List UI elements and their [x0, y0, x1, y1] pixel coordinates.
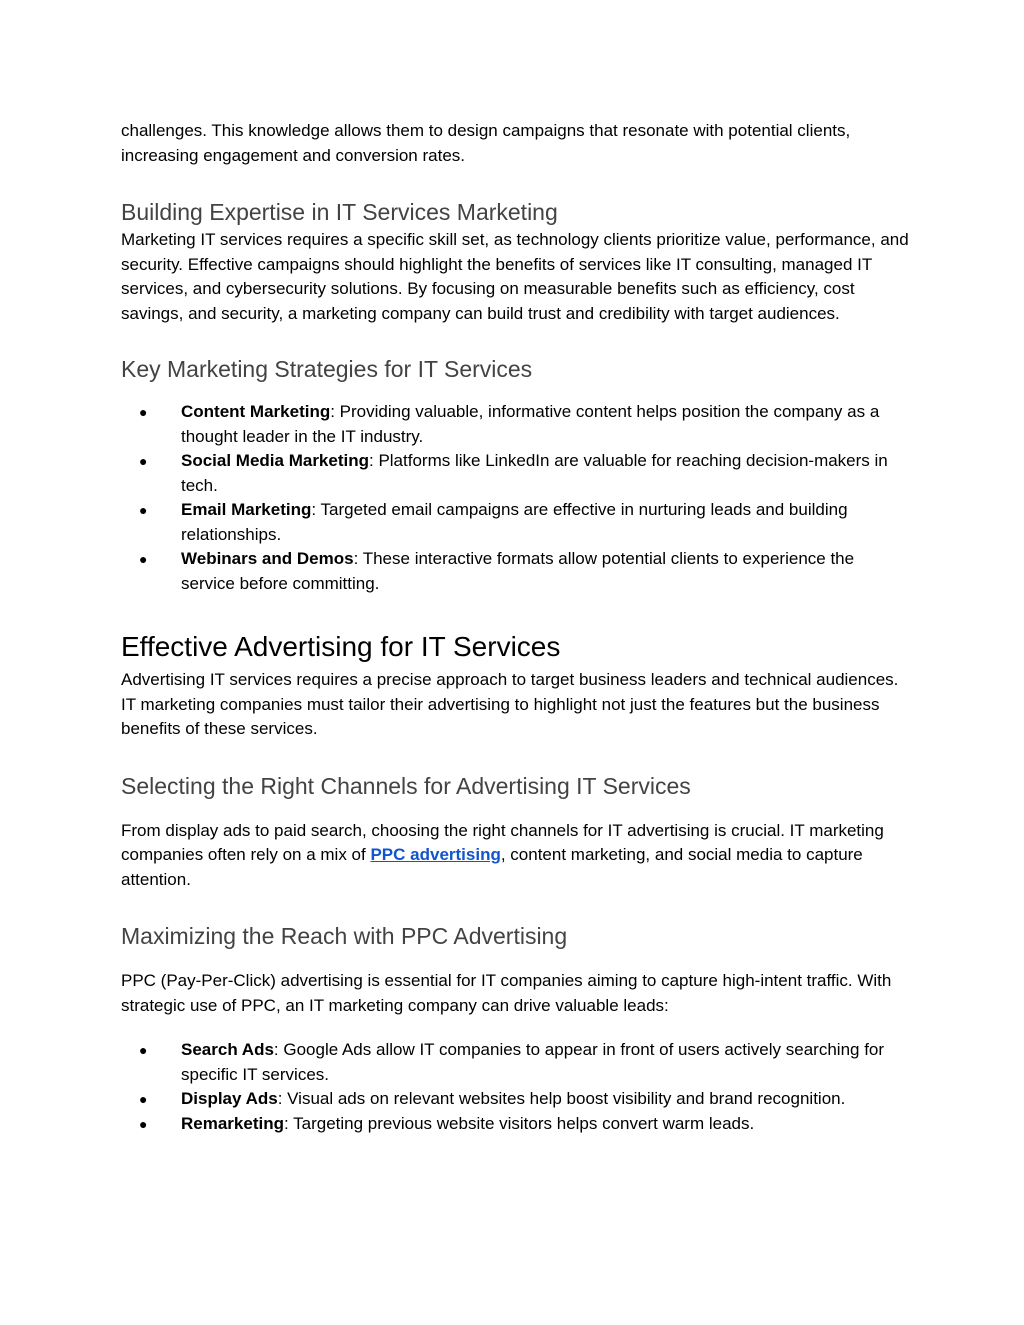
list-item-term: Social Media Marketing	[181, 451, 369, 470]
document-page	[121, 119, 911, 1136]
list-item-text: : Google Ads allow IT companies to appear in front of users actively searching for specific IT services.	[181, 1040, 885, 1084]
bullet-icon: ●	[139, 453, 148, 469]
ppc-list	[121, 1038, 911, 1136]
bullet-icon: ●	[139, 502, 148, 518]
list-item	[121, 1038, 911, 1087]
heading-building-expertise: Building Expertise in IT Services Marketing	[121, 199, 558, 225]
heading-key-strategies: Key Marketing Strategies for IT Services	[121, 356, 533, 382]
bullet-icon: ●	[139, 1042, 148, 1058]
list-item	[121, 1087, 911, 1112]
list-item	[121, 547, 911, 596]
intro-paragraph: challenges. This knowledge allows them to design campaigns that resonate with potential clients, increasing engagement and conversion rates.	[121, 121, 851, 165]
channels-paragraph	[121, 819, 911, 893]
list-item-text: : Targeting previous website visitors helps convert warm leads.	[283, 1113, 755, 1133]
channels-text-after: , content marketing, and social media to capture attention.	[121, 845, 863, 889]
list-item-text: : Visual ads on relevant websites help boost visibility and brand recognition.	[277, 1089, 846, 1108]
list-item-term: Content Marketing	[181, 402, 331, 421]
list-item-term: Webinars and Demos	[181, 549, 354, 568]
ppc-advertising-link[interactable]: PPC advertising	[370, 845, 501, 864]
bullet-icon: ●	[139, 551, 148, 567]
list-item-term: Display Ads	[181, 1089, 278, 1108]
list-item	[121, 498, 911, 547]
list-item-term: Remarketing	[181, 1113, 284, 1133]
list-item-term: Email Marketing	[181, 500, 312, 519]
heading-effective-advertising: Effective Advertising for IT Services	[121, 631, 561, 662]
advertising-paragraph: Advertising IT services requires a precise approach to target business leaders and technical audiences. IT marketing companies must tailor their advertising to highlight not just the features but the business benefits of these services.	[121, 670, 899, 738]
list-item	[121, 400, 911, 449]
list-item-text: : These interactive formats allow potential clients to experience the service before committing.	[181, 549, 855, 593]
channels-text-before: From display ads to paid search, choosing the right channels for IT advertising is crucial. IT marketing companies often rely on a mix of	[121, 820, 884, 864]
list-item-text: : Providing valuable, informative content helps position the company as a thought leader in the IT industry.	[181, 402, 880, 446]
strategies-list	[121, 400, 911, 596]
expertise-paragraph: Marketing IT services requires a specific skill set, as technology clients prioritize value, performance, and security. Effective campaigns should highlight the benefits of services like IT consulting, managed IT services, and cybersecurity solutions. By focusing on measurable benefits such as efficiency, cost savings, and security, a marketing company can build trust and credibility with target audiences.	[121, 230, 909, 323]
ppc-paragraph: PPC (Pay-Per-Click) advertising is essential for IT companies aiming to capture high-intent traffic. With strategic use of PPC, an IT marketing company can drive valuable leads:	[121, 971, 892, 1015]
list-item	[121, 1112, 911, 1137]
list-item	[121, 449, 911, 498]
heading-selecting-channels: Selecting the Right Channels for Advertising IT Services	[121, 772, 691, 799]
heading-maximizing-reach: Maximizing the Reach with PPC Advertising	[121, 923, 568, 949]
bullet-icon: ●	[139, 404, 148, 420]
bullet-icon: ●	[139, 1115, 148, 1132]
bullet-icon: ●	[139, 1091, 148, 1107]
list-item-text: : Targeted email campaigns are effective in nurturing leads and building relationships.	[181, 500, 848, 544]
list-item-text: : Platforms like LinkedIn are valuable for reaching decision-makers in tech.	[181, 451, 888, 495]
list-item-term: Search Ads	[181, 1040, 274, 1059]
